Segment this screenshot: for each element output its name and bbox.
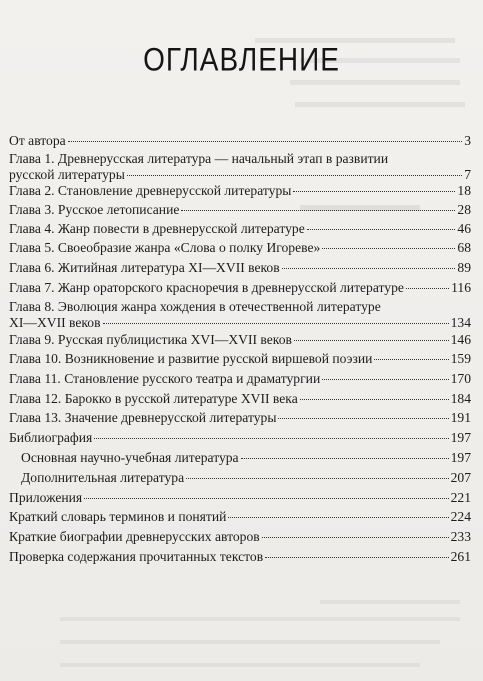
dot-leader <box>262 536 449 538</box>
toc-entry <box>9 549 471 565</box>
toc-entry <box>9 133 471 149</box>
toc-entry-title: Глава 4. Жанр повести в древнерусской литературе <box>9 221 305 236</box>
toc-entry-title-line1: Глава 8. Эволюция жанра хождения в отечественной литературе <box>9 299 381 314</box>
toc-page-number: 146 <box>450 332 471 347</box>
dot-leader <box>278 417 448 419</box>
toc-entry-title: Краткий словарь терминов и понятий <box>9 509 227 524</box>
toc-entry-title: Глава 13. Значение древнерусской литературы <box>9 410 277 425</box>
dot-leader <box>103 322 449 324</box>
dot-leader <box>68 140 463 142</box>
toc-page-number: 170 <box>450 371 471 386</box>
toc-entry-title: Глава 12. Барокко в русской литературе XVII века <box>9 391 298 406</box>
toc-entry-title: Проверка содержания прочитанных текстов <box>9 549 264 564</box>
toc-entry <box>9 280 471 296</box>
dot-leader <box>94 437 448 439</box>
dot-leader <box>265 556 448 558</box>
toc-entry-title: Глава 7. Жанр ораторского красноречия в древнерусской литературе <box>9 280 404 295</box>
toc-entry-title-line1: Глава 1. Древнерусская литература — начальный этап в развитии <box>9 150 389 166</box>
toc-page-number: 89 <box>457 260 471 275</box>
toc-page-number: 197 <box>450 430 471 445</box>
toc-page-number: 191 <box>450 410 471 425</box>
toc-page-number: 184 <box>450 391 471 406</box>
toc-entry-title: Глава 6. Житийная литература XI—XVII веков <box>9 260 280 275</box>
toc-page-number: 68 <box>457 240 471 255</box>
toc-entry-title: Краткие биографии древнерусских авторов <box>9 529 260 544</box>
toc-entry <box>9 221 471 237</box>
dot-leader <box>322 378 448 380</box>
page-title: ОГЛАВЛЕНИЕ <box>143 41 340 78</box>
dot-leader <box>406 287 449 289</box>
toc-page-number: 18 <box>457 183 471 198</box>
dot-leader <box>84 497 448 499</box>
toc-entry <box>9 490 471 506</box>
toc-entry-title: Глава 10. Возникновение и развитие русской виршевой поэзии <box>9 351 373 366</box>
dot-leader <box>374 358 448 360</box>
toc-entry <box>9 391 471 407</box>
toc-entry <box>9 299 471 331</box>
toc-page-number: 134 <box>450 315 471 330</box>
toc-page-number: 116 <box>451 280 471 295</box>
toc-page-number: 224 <box>450 509 471 524</box>
toc-entry <box>9 509 471 525</box>
toc-entry <box>9 371 471 387</box>
toc-entry <box>9 529 471 545</box>
toc-entry-title: Глава 2. Становление древнерусской литературы <box>9 183 292 198</box>
toc-page-number: 28 <box>457 202 471 217</box>
toc-page-number: 197 <box>450 450 471 465</box>
dot-leader <box>300 398 449 400</box>
toc-entry <box>9 260 471 276</box>
dot-leader <box>293 190 455 192</box>
toc-entry-title: Глава 3. Русское летописание <box>9 202 180 217</box>
toc-entry <box>9 470 471 486</box>
toc-entry-title: Библиография <box>9 430 93 445</box>
toc-entry <box>9 450 471 466</box>
toc-page-number: 7 <box>464 166 471 182</box>
toc-page-number: 46 <box>457 221 471 236</box>
toc-entry <box>9 183 471 199</box>
dot-leader <box>294 339 449 341</box>
toc-entry-title: Приложения <box>9 490 83 505</box>
toc-entry-title: Глава 9. Русская публицистика XVI—XVII веков <box>9 332 292 347</box>
toc-page-number: 3 <box>464 133 471 148</box>
dot-leader <box>307 228 456 230</box>
toc-entry <box>9 151 471 183</box>
toc-entry-title: Основная научно-учебная литература <box>21 450 239 465</box>
dot-leader <box>127 174 462 176</box>
toc-entry-title: Глава 11. Становление русского театра и драматургии <box>9 371 321 386</box>
dot-leader <box>181 209 455 211</box>
dot-leader <box>186 477 448 479</box>
toc-page-number: 221 <box>450 490 471 505</box>
toc-entry <box>9 240 471 256</box>
toc-entry <box>9 351 471 367</box>
toc-page-number: 207 <box>450 470 471 485</box>
toc-entry-title: Глава 5. Своеобразие жанра «Слова о полку Игореве» <box>9 240 321 255</box>
toc-entry-title: От автора <box>9 133 66 148</box>
toc-entry <box>9 332 471 348</box>
toc-entry <box>9 202 471 218</box>
dot-leader <box>322 247 455 249</box>
toc-page-number: 261 <box>450 549 471 564</box>
toc-entry <box>9 430 471 446</box>
toc-page-number: 233 <box>450 529 471 544</box>
toc-page-number: 159 <box>450 351 471 366</box>
toc-entry-title: XI—XVII веков <box>9 315 101 330</box>
dot-leader <box>228 516 448 518</box>
dot-leader <box>282 267 456 269</box>
dot-leader <box>241 457 449 459</box>
toc-entry <box>9 410 471 426</box>
toc-entry-title: Дополнительная литература <box>21 470 185 485</box>
toc-entry-title: русской литературы <box>9 166 125 182</box>
